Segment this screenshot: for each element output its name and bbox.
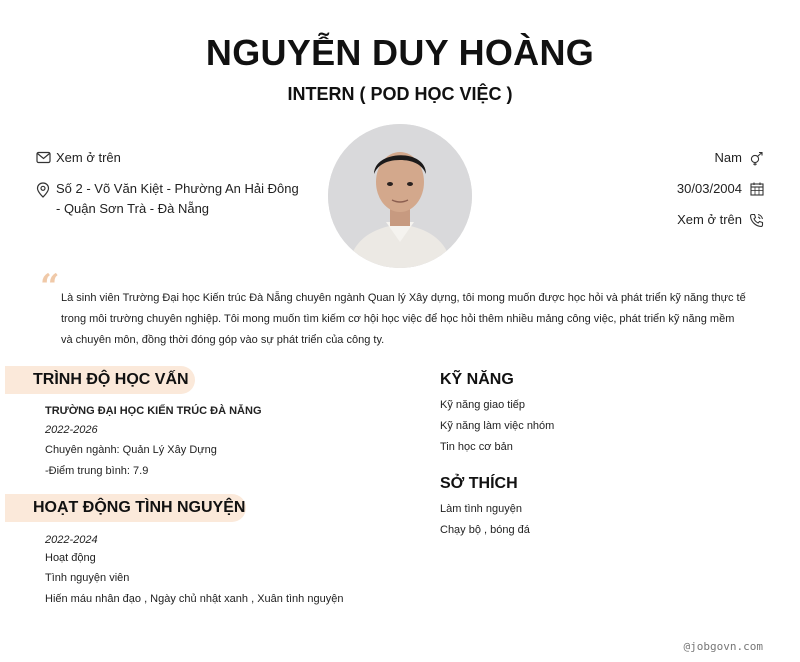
education-school: TRƯỜNG ĐẠI HỌC KIẾN TRÚC ĐÀ NẴNG (45, 405, 262, 417)
education-heading: TRÌNH ĐỘ HỌC VẤN (5, 366, 195, 394)
quote-icon: “ (40, 267, 60, 307)
candidate-name: NGUYỄN DUY HOÀNG (205, 32, 595, 73)
education-period: 2022-2026 (45, 424, 98, 436)
gender-value: Nam (714, 150, 742, 165)
volunteer-heading: HOẠT ĐỘNG TÌNH NGUYỆN (5, 494, 246, 522)
volunteer-position: Tình nguyện viên (45, 572, 130, 584)
gender-icon (749, 151, 764, 166)
volunteer-activity: Hoạt động (45, 552, 96, 564)
hobby-item: Chạy bộ , bóng đá (440, 524, 530, 536)
address-line-1: Số 2 - Võ Văn Kiệt - Phường An Hải Đông (56, 181, 299, 196)
hobbies-heading: SỞ THÍCH (440, 475, 518, 492)
hobby-item: Làm tình nguyện (440, 503, 522, 515)
envelope-icon (36, 151, 51, 164)
career-summary: Là sinh viên Trường Đại học Kiến trúc Đà Nẵng chuyên ngành Quan lý Xây dựng, tôi mong muốn được học hỏi và phát triển kỹ năng thực tế trong môi trường chuyên nghiệp. Tôi mong muốn tìm kiếm cơ hội học việc để học hỏi thêm nhiều mảng công việc, phát triển kỹ năng mềm và chuyên môn, đồng thời đóng góp vào sự phát triển của công ty. (61, 292, 746, 346)
position-title: INTERN ( POD HỌC VIỆC ) (287, 84, 513, 104)
contact-address (36, 179, 299, 219)
education-major: Chuyên ngành: Quản Lý Xây Dựng (45, 444, 217, 456)
calendar-icon (750, 182, 764, 196)
avatar (328, 124, 472, 268)
phone-value: Xem ở trên (677, 212, 742, 227)
location-pin-icon (36, 182, 50, 198)
volunteer-period: 2022-2024 (45, 534, 98, 546)
birthday-value: 30/03/2004 (676, 181, 742, 196)
address-line-2: - Quận Sơn Trà - Đà Nẵng (56, 201, 210, 216)
skill-item: Kỹ năng làm việc nhóm (440, 420, 555, 432)
phone-icon (749, 213, 764, 228)
contact-birthday (677, 179, 764, 199)
contact-email (36, 148, 121, 168)
skill-item: Tin học cơ bản (440, 441, 513, 453)
watermark: @jobgovn.com (683, 640, 763, 653)
education-gpa: -Điểm trung bình: 7.9 (45, 465, 149, 477)
skill-item: Kỹ năng giao tiếp (440, 399, 526, 411)
skills-heading: KỸ NĂNG (440, 371, 514, 388)
contact-phone (677, 210, 764, 230)
email-value: Xem ở trên (56, 150, 121, 165)
volunteer-details: Hiến máu nhân đạo , Ngày chủ nhật xanh , Xuân tình nguyện (45, 593, 344, 605)
contact-gender (715, 148, 764, 168)
